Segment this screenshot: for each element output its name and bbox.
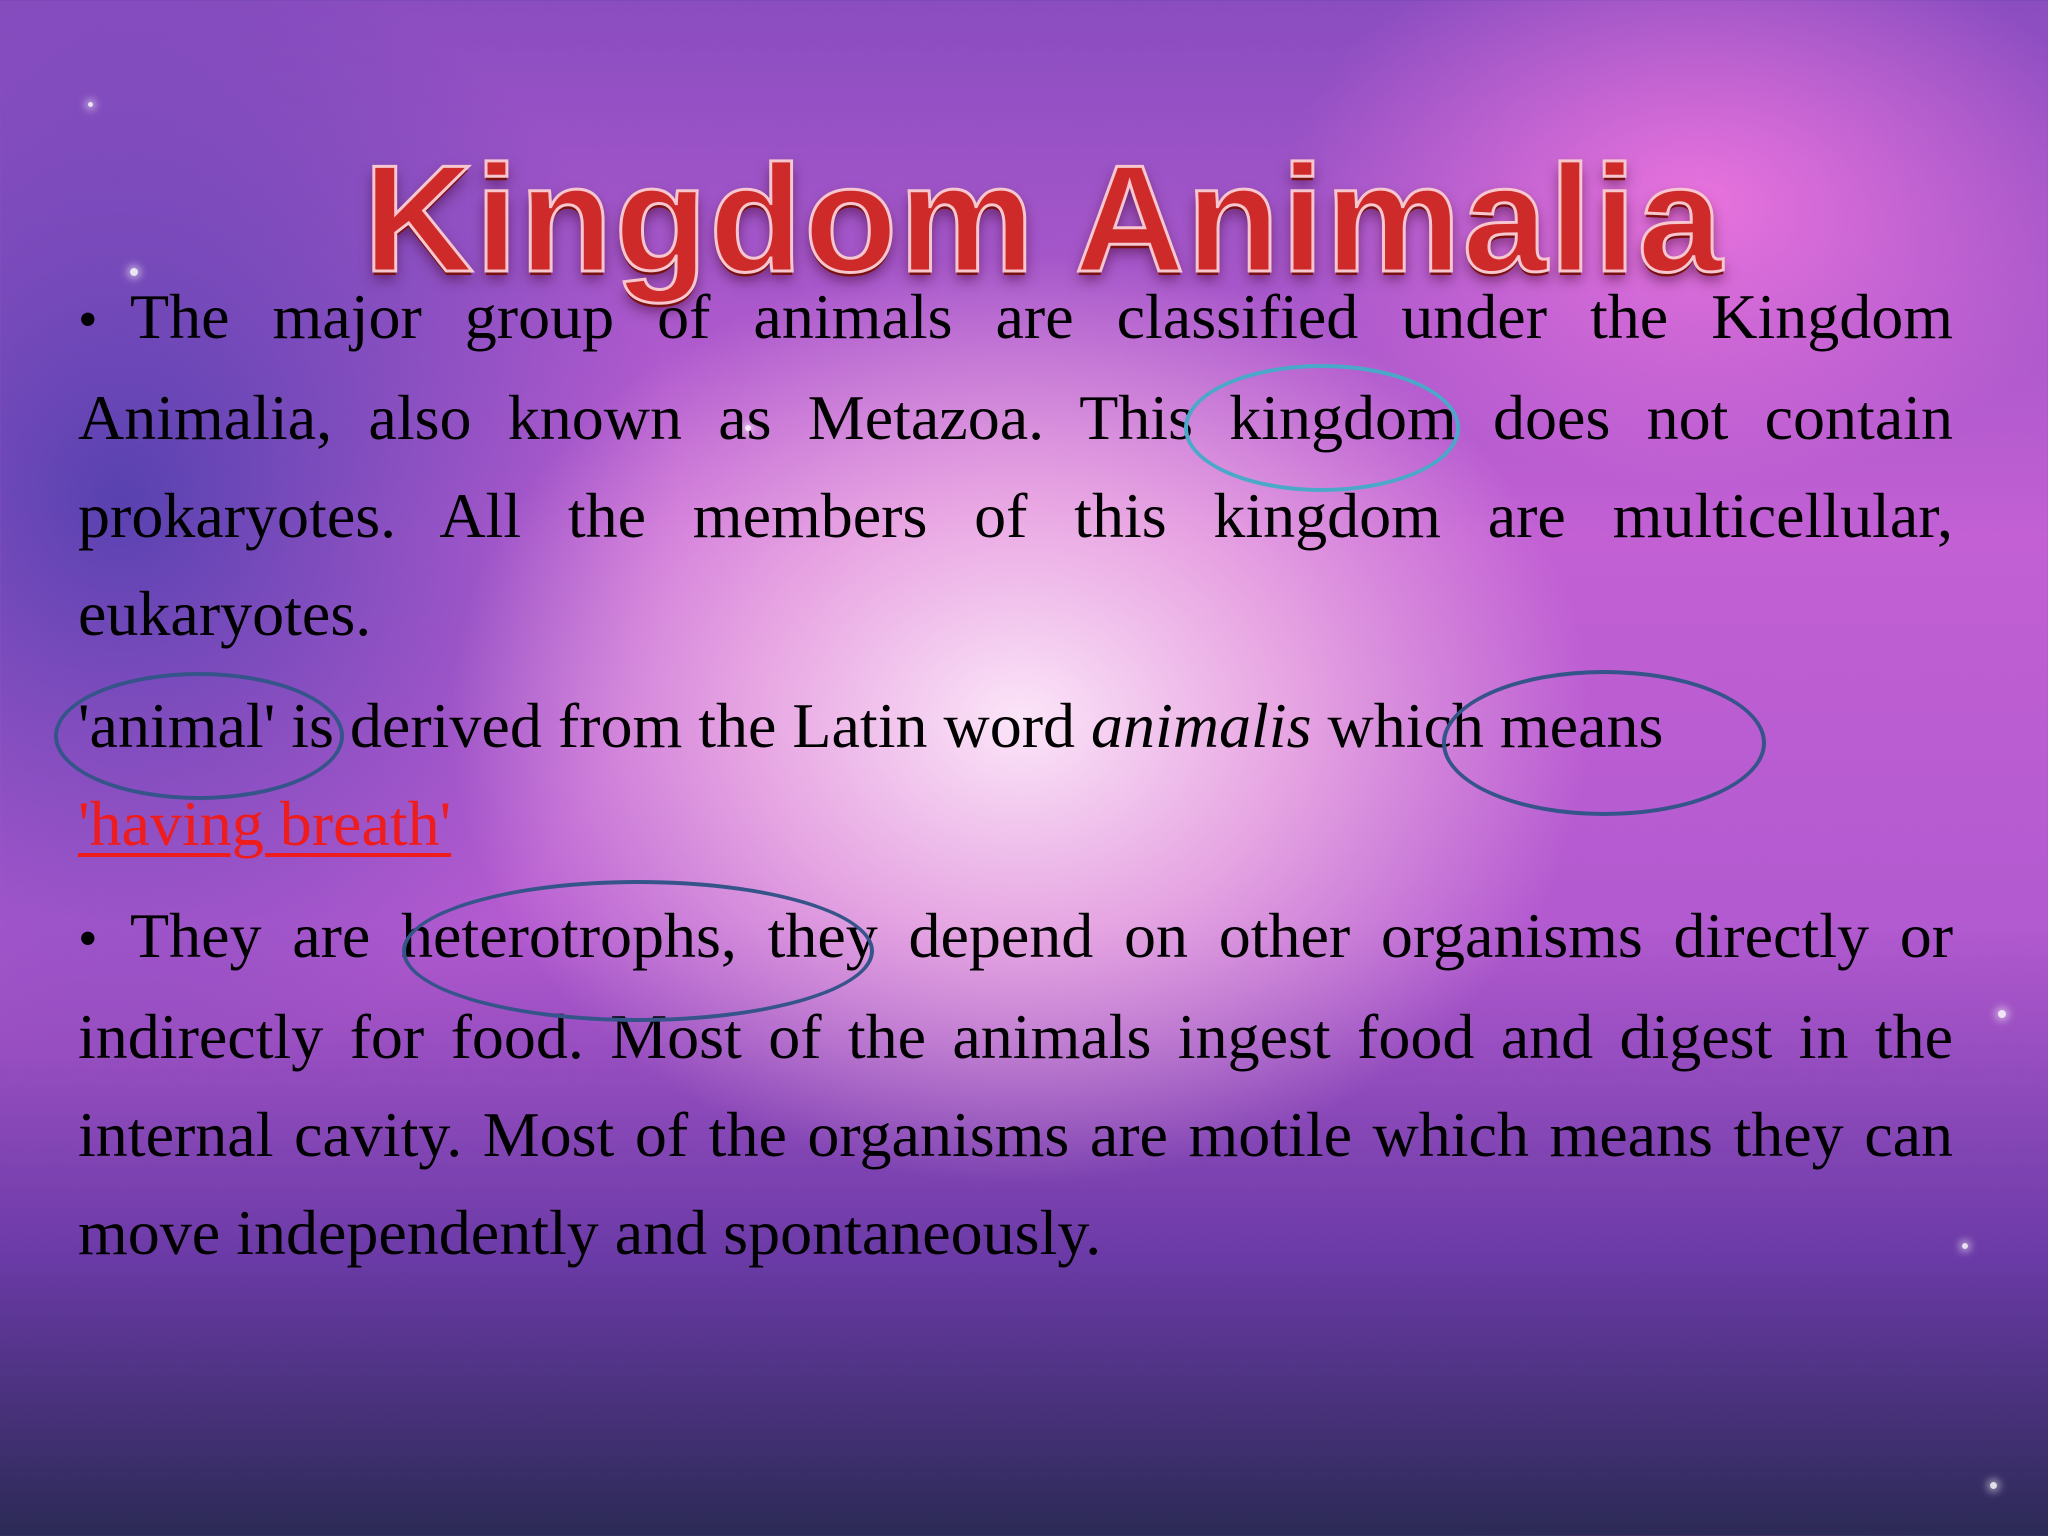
bullet-icon: • <box>78 908 98 970</box>
paragraph-heterotrophs <box>78 887 1953 1282</box>
paragraph-heterotrophs-text: They are heterotrophs, they depend on other organisms directly or indirectly for food. Most of the animals ingest food and digest in the internal cavity. Most of the organisms are motile which means they can move independently and spontaneously. <box>78 900 1953 1268</box>
having-breath-link[interactable]: 'having breath' <box>78 788 452 859</box>
slide-title: Kingdom Animalia <box>363 133 1725 304</box>
etymology-text-end: which means <box>1311 690 1664 761</box>
paragraph-metazoa <box>78 268 1953 663</box>
annotation-circle-kingdom <box>1184 364 1460 492</box>
annotation-circle-heterotrophs <box>402 880 874 1022</box>
annotation-circle-which <box>1442 670 1766 816</box>
annotation-circle-animal <box>54 672 344 800</box>
paragraph-metazoa-text: The major group of animals are classified under the Kingdom Animalia, also known as Metazoa. This kingdom does not contain prokaryotes. All the members of this kingdom are multicellular, eukaryotes. <box>78 281 1953 649</box>
latin-word: animalis <box>1091 690 1312 761</box>
bullet-icon: • <box>78 289 98 351</box>
etymology-text: 'animal' is derived from the Latin word <box>78 690 1091 761</box>
